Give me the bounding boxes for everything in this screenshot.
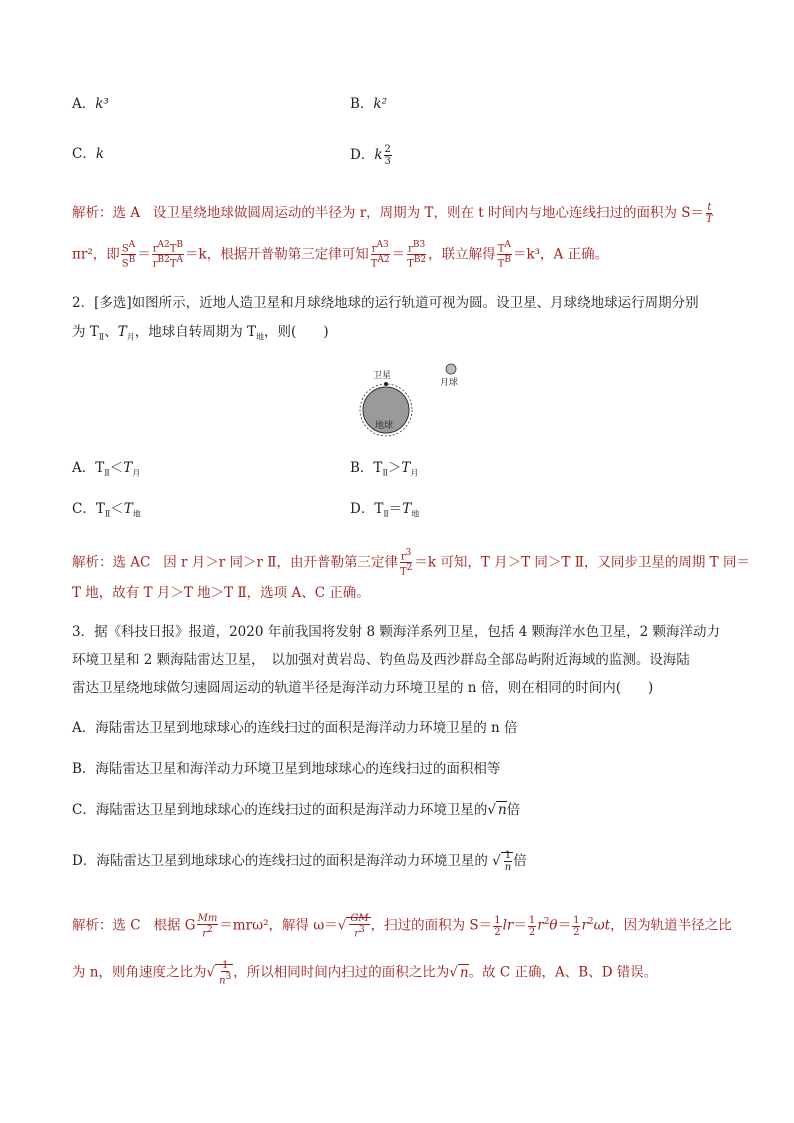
q1-analysis-label: 解析：选 A bbox=[72, 205, 141, 221]
q2-option-d: D．$T_Ⅱ=T_地$ bbox=[350, 501, 420, 519]
q3-analysis-text1: 根据 G bbox=[153, 917, 196, 934]
q3-analysis-label: 解析：选 C bbox=[72, 917, 141, 934]
q1-analysis-text4: ，联立解得 bbox=[428, 246, 496, 263]
q1-option-c-value: k bbox=[95, 146, 105, 162]
q3-analysis-text3: ，扫过的面积为 S＝ bbox=[370, 917, 493, 934]
q3-option-b: B．海陆雷达卫星和海洋动力环境卫星到地球球心的连线扫过的面积相等 bbox=[72, 761, 501, 777]
moon-circle bbox=[446, 364, 456, 374]
q1-analysis-text1: 设卫星绕地球做圆周运动的半径为 r，周期为 T，则在 t 时间内与地心连线扫过的面积为 S＝ bbox=[152, 205, 705, 221]
q2-stem-line2: 为 $T_Ⅱ$、$T_月$，地球自转周期为 $T_地$，则( ) bbox=[72, 324, 329, 342]
q3-option-c: C．海陆雷达卫星到地球球心的连线扫过的面积是海洋动力环境卫星的√ n倍 bbox=[72, 802, 521, 818]
q3-option-a: A．海陆雷达卫星到地球球心的连线扫过的面积是海洋动力环境卫星的 n 倍 bbox=[72, 720, 518, 736]
orbit-figure bbox=[330, 362, 490, 438]
q3-analysis-line1: 解析：选 C 根据 G $\frac{Mm}{r^2}$ ＝mrω²，解得 ω＝√ $\frac{GM}{r^3}$ ，扫过的面积为 S＝ $\frac{1}{2}$ lr＝ $\frac{1}{2}$ $r^2\theta=$ $\frac{1}{2}$ $r^2\omega t$，因为轨道半径之比 bbox=[72, 912, 732, 940]
q3-analysis-text6: ，所以相同时间内扫过的面积之比为 bbox=[233, 964, 450, 981]
q1-option-b bbox=[350, 94, 387, 114]
q1-option-c-label: C． bbox=[72, 146, 96, 162]
q2-analysis-line2: T 地，故有 T 月＞T 地＞T Ⅱ，选项 A、C 正确。 bbox=[72, 585, 370, 601]
q1-option-d bbox=[350, 144, 393, 167]
q2-analysis-text1: 因 r 月＞r 同＞r Ⅱ，由开普勒第三定律 bbox=[163, 554, 398, 571]
q2-option-c: C．$T_Ⅱ<T_地$ bbox=[72, 501, 141, 519]
q1-option-a-label: A． bbox=[72, 96, 96, 112]
q1-option-a-value: k³ bbox=[95, 96, 109, 112]
q1-option-d-label: D． bbox=[350, 147, 375, 163]
q3-analysis-text5: 为 n，则角速度之比为 bbox=[72, 964, 207, 981]
q3-stem-line1: 3．据《科技日报》报道，2020 年前我国将发射 8 颗海洋系列卫星，包括 4 颗海洋水色卫星，2 颗海洋动力 bbox=[72, 624, 720, 640]
q3-option-d: D．海陆雷达卫星到地球球心的连线扫过的面积是海洋动力环境卫星的 √ $\frac{1}{n}$ 倍 bbox=[72, 850, 527, 873]
q2-analysis-label: 解析：选 AC bbox=[72, 554, 151, 571]
satellite-dot bbox=[384, 382, 388, 386]
q2-stem-line1: 2．[多选]如图所示，近地人造卫星和月球绕地球的运行轨道可视为圆。设卫星、月球绕地球运行周期分别 bbox=[72, 295, 699, 311]
q3-analysis-text2: ＝mrω²，解得 ω＝ bbox=[219, 917, 338, 934]
q1-analysis-line2: πr²，即 $\frac{S^A}{S^B}$ ＝ $\frac{r^{A2}T^B}{r^{B2}T^A}$ ＝k，根据开普勒第三定律可知 $\frac{r^{A3}}{T^{A2}}$ ＝ $\frac{r^{B3}}{T^{B2}}$ ，联立解得 $\frac{T^A}{T^B}$ ＝k³，A 正确。 bbox=[72, 240, 609, 270]
q1-option-a bbox=[72, 94, 109, 114]
q1-option-d-value: k bbox=[374, 147, 383, 163]
q3-analysis-line2: 为 n，则角速度之比为√ $\frac{1}{n^3}$ ，所以相同时间内扫过的面积之比为√ n。故 C 正确，A、B、D 错误。 bbox=[72, 960, 658, 987]
q2-option-a: A．$T_Ⅱ<T_月$ bbox=[72, 460, 141, 478]
q1-option-b-label: B． bbox=[350, 96, 374, 112]
q1-analysis-line1: 解析：选 A 设卫星绕地球做圆周运动的半径为 r，周期为 T，则在 t 时间内与地心连线扫过的面积为 S＝ $\frac{t}{T}$ bbox=[72, 202, 713, 225]
q2-analysis-line1: 解析：选 AC 因 r 月＞r 同＞r Ⅱ，由开普勒第三定律 $\frac{r^3}{T^2}$ ＝k 可知，T 月＞T 同＞T Ⅱ，又同步卫星的周期 T 同＝ bbox=[72, 548, 750, 578]
q1-analysis-text2: πr²，即 bbox=[72, 246, 120, 263]
q1-option-c bbox=[72, 144, 104, 164]
q1-analysis-text3: ＝k，根据开普勒第三定律可知 bbox=[185, 246, 369, 263]
q2-analysis-text2: ＝k 可知，T 月＞T 同＞T Ⅱ，又同步卫星的周期 T 同＝ bbox=[414, 554, 750, 571]
q3-stem-line3: 雷达卫星绕地球做匀速圆周运动的轨道半径是海洋动力环境卫星的 n 倍，则在相同的时间内( ) bbox=[72, 680, 654, 696]
q3-stem-line2: 环境卫星和 2 颗海陆雷达卫星， 以加强对黄岩岛、钓鱼岛及西沙群岛全部岛屿附近海域的监测。设海陆 bbox=[72, 652, 690, 668]
q1-option-b-value: k² bbox=[373, 96, 388, 112]
q1-analysis-text5: ＝k³，A 正确。 bbox=[512, 246, 609, 263]
q3-analysis-text4: ，因为轨道半径之比 bbox=[610, 917, 732, 934]
orbit-diagram bbox=[330, 362, 490, 438]
q3-analysis-text7: 。故 C 正确，A、B、D 错误。 bbox=[468, 964, 658, 981]
q2-option-b: B．$T_Ⅱ>T_月$ bbox=[350, 460, 419, 478]
q1-option-d-fraction: $\frac{2}{3}$ bbox=[384, 144, 391, 167]
earth-label: 地球 bbox=[375, 421, 394, 431]
moon-label: 月球 bbox=[440, 378, 459, 388]
satellite-label: 卫星 bbox=[373, 371, 392, 381]
